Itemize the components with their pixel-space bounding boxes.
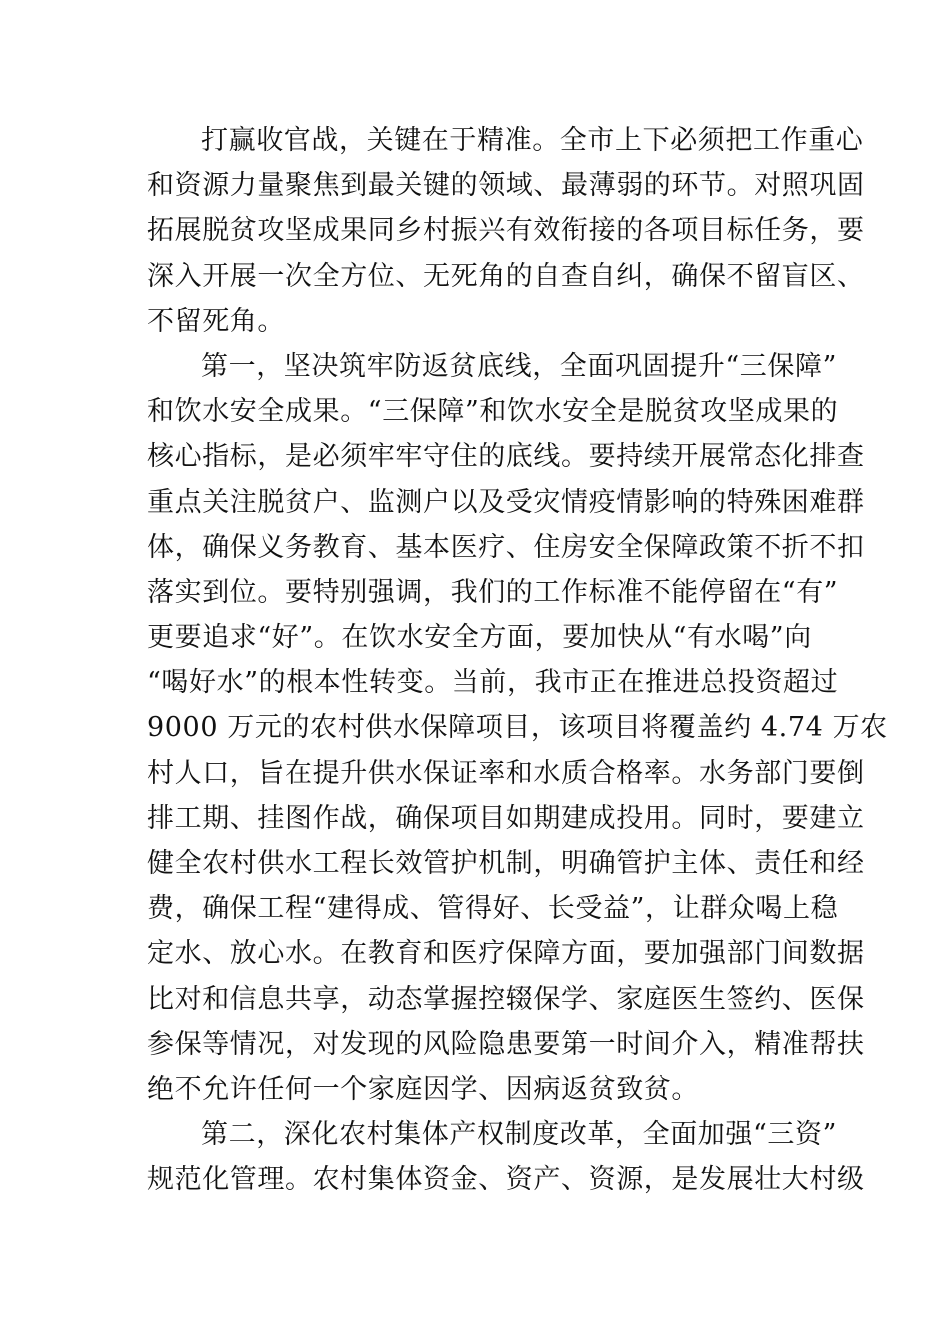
- text-line: 村人口，旨在提升供水保证率和水质合格率。水务部门要倒: [147, 757, 865, 789]
- text-line: 绝不允许任何一个家庭因学、因病返贫致贫。: [147, 1073, 699, 1105]
- text-line: 排工期、挂图作战，确保项目如期建成投用。同时，要建立: [147, 802, 865, 834]
- text-line: 和饮水安全成果。“三保障”和饮水安全是脱贫攻坚成果的: [147, 396, 839, 428]
- text-line: 费，确保工程“建得成、管得好、长受益”，让群众喝上稳: [147, 893, 839, 925]
- text-line: 定水、放心水。在教育和医疗保障方面，要加强部门间数据: [147, 938, 865, 970]
- text-line: 体，确保义务教育、基本医疗、住房安全保障政策不折不扣: [147, 531, 865, 563]
- text-line: 健全农村供水工程长效管护机制，明确管护主体、责任和经: [147, 848, 865, 879]
- text-line: 比对和信息共享，动态掌握控辍保学、家庭医生签约、医保: [147, 983, 865, 1015]
- text-line: 拓展脱贫攻坚成果同乡村振兴有效衔接的各项目标任务，要: [147, 215, 865, 247]
- text-line: 和资源力量聚焦到最关键的领域、最薄弱的环节。对照巩固: [147, 170, 865, 202]
- text-line: 落实到位。要特别强调，我们的工作标准不能停留在“有”: [147, 576, 839, 608]
- text-line: 第二，深化农村集体产权制度改革，全面加强“三资”: [201, 1119, 838, 1151]
- text-line: 深入开展一次全方位、无死角的自查自纠，确保不留盲区、: [147, 260, 865, 292]
- text-line: 更要追求“好”。在饮水安全方面，要加快从“有水喝”向: [147, 622, 812, 654]
- body-text: [147, 118, 888, 1203]
- text-line: 9000 万元的农村供水保障项目，该项目将覆盖约 4.74 万农: [147, 712, 888, 744]
- text-line: 重点关注脱贫户、监测户以及受灾情疫情影响的特殊困难群: [147, 486, 865, 518]
- text-line: 核心指标，是必须牢牢守住的底线。要持续开展常态化排查: [147, 441, 865, 473]
- text-line: 不留死角。: [147, 305, 285, 337]
- text-line: 参保等情况，对发现的风险隐患要第一时间介入，精准帮扶: [147, 1028, 865, 1060]
- text-line: 规范化管理。农村集体资金、资产、资源，是发展壮大村级: [147, 1164, 865, 1196]
- text-line: 打赢收官战，关键在于精准。全市上下必须把工作重心: [201, 125, 864, 156]
- text-line: 第一，坚决筑牢防返贫底线，全面巩固提升“三保障”: [201, 350, 838, 382]
- text-line: “喝好水”的根本性转变。当前，我市正在推进总投资超过: [147, 667, 839, 699]
